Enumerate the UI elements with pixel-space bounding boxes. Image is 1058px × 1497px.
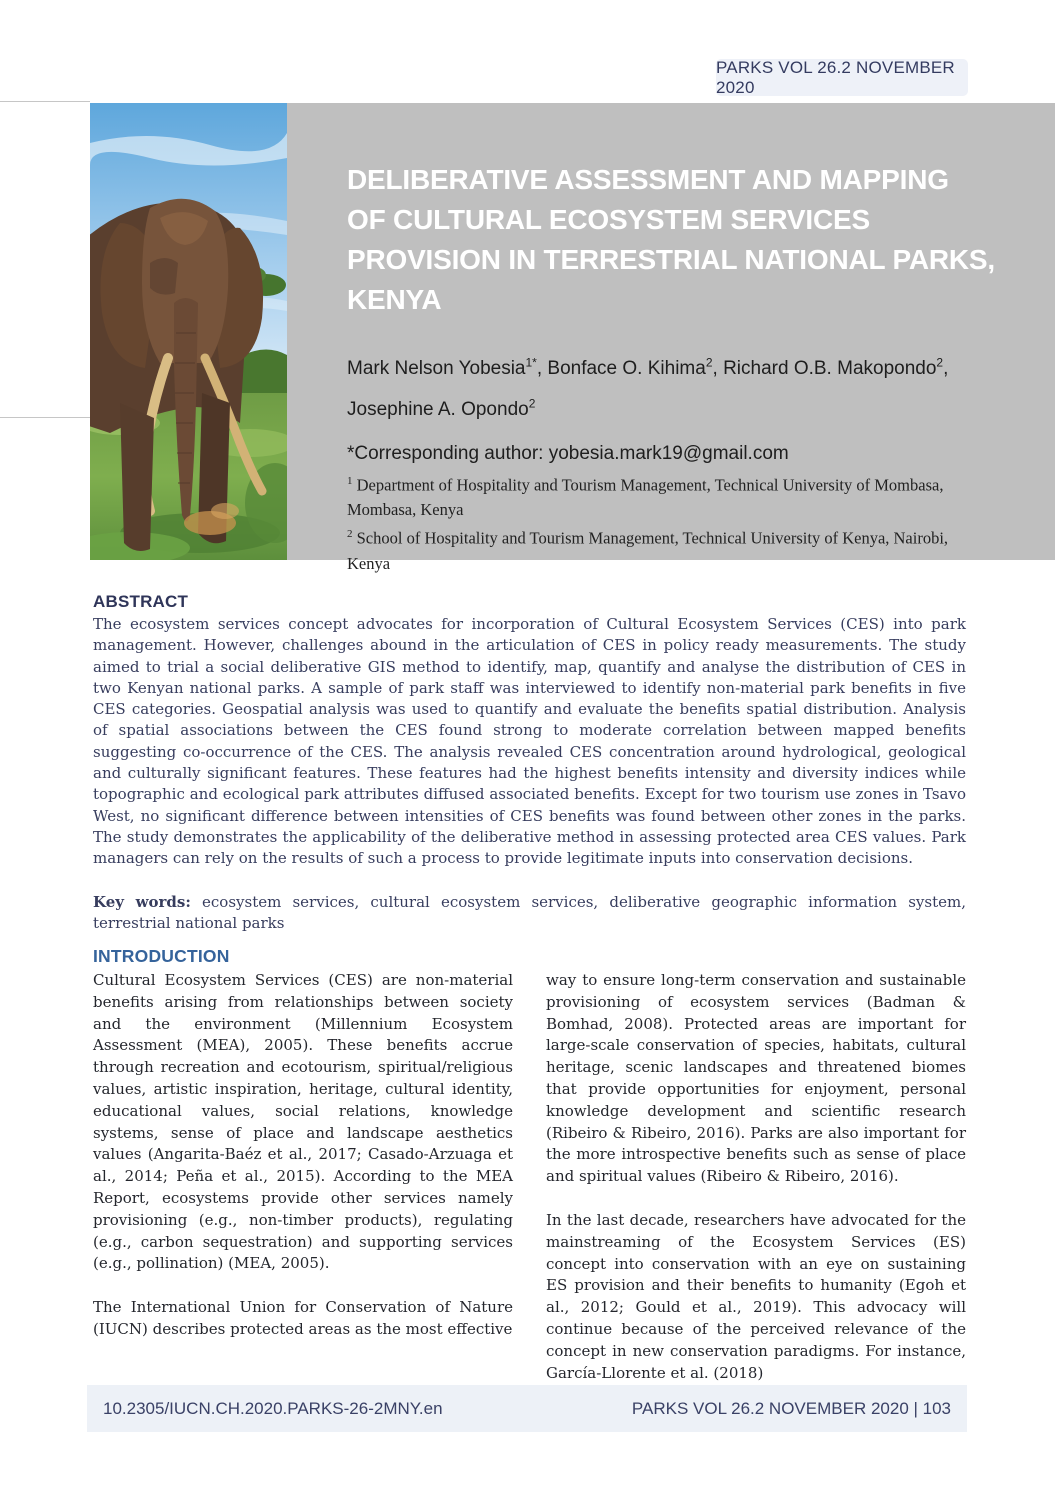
corresponding-author-line: *Corresponding author: yobesia.mark19@gmail.com [347,442,789,464]
author-1-affiliation-mark: 1* [525,356,537,370]
intro-left-paragraph-2: The International Union for Conservation of Nature (IUCN) describes protected areas as the most effective [93,1298,513,1338]
affiliation-1: $^1$ Department of Hospitality and Tourism Management, Technical University of Mombasa, Mombasa, Kenya [347,474,944,520]
elephant-photo [90,103,287,560]
author-2-affiliation-mark: 2 [705,356,713,370]
keywords-label: Key words: [93,892,191,911]
introduction-section [93,946,966,1406]
paper-title-line-2: OF CULTURAL ECOSYSTEM SERVICES [347,204,870,235]
intro-right-paragraph-1: way to ensure long-term conservation and sustainable provisioning of ecosystem services (Badman & Bomhad, 2008). Protected areas are important for large-scale conservation of species, habitats, cultural heritage, scenic landscapes and threatened biomes that provide opportunities for enjoyment, personal knowledge development and scientific research (Ribeiro & Ribeiro, 2016). Parks are also important for the more introspective benefits such as sense of place and spiritual values (Ribeiro & Ribeiro, 2016). [546,971,966,1186]
left-margin-rule-bottom [0,417,90,418]
paper-title-line-1: DELIBERATIVE ASSESSMENT AND MAPPING [347,164,949,195]
introduction-right-column [546,970,966,1406]
author-list [347,346,967,427]
affiliation-2: $^2$ School of Hospitality and Tourism Management, Technical University of Kenya, Nairobi, Kenya [347,528,949,573]
author-2: Bonface O. Kihima$^2$, [547,356,724,380]
issue-page-number: PARKS VOL 26.2 NOVEMBER 2020 | 103 [631,1398,951,1418]
abstract-heading: ABSTRACT [93,592,189,611]
intro-left-paragraph-1: Cultural Ecosystem Services (CES) are non-material benefits arising from relationships between society and the environment (Millennium Ecosystem Assessment (MEA), 2005). These benefits accrue through recreation and ecotourism, spiritual/religious values, artistic inspiration, heritage, cultural identity, educational values, social relations, knowledge systems, sense of place and landscape aesthetics values (Angarita-Baéz et al., 2017; Casado-Arzuaga et al., 2014; Peña et al., 2015). According to the MEA Report, ecosystems provide other services namely provisioning (e.g., non-timber products), regulating (e.g., carbon sequestration) and supporting services (e.g., pollination) (MEA, 2005). [93,971,513,1273]
keywords-text: ecosystem services, cultural ecosystem services, deliberative geographic information system, terrestrial national parks [93,892,966,932]
author-3: Richard O.B. Makopondo$^2$, [723,356,949,380]
introduction-heading: INTRODUCTION [93,946,230,966]
author-3-affiliation-mark: 2 [936,356,944,370]
abstract-section [93,592,966,934]
intro-right-paragraph-2: In the last decade, researchers have advocated for the mainstreaming of the Ecosystem Services (ES) concept into conservation with an eye on sustaining ES provision and their benefits to humanity (Egoh et al., 2012; Gould et al., 2019). This advocacy will continue because of the perceived relevance of the concept in new conservation paradigms. For instance, García-Llorente et al. (2018) [546,1210,966,1382]
left-margin-rule-top [0,101,90,102]
paper-title-line-4: KENYA [347,284,442,315]
author-1: Mark Nelson Yobesia$^{1*}$, [347,356,548,380]
journal-issue-badge [716,59,968,96]
paper-title-line-3: PROVISION IN TERRESTRIAL NATIONAL PARKS, [347,244,995,275]
introduction-left-column [93,970,513,1406]
page-footer [87,1385,967,1432]
author-4: Josephine A. Opondo$^2$ [347,396,536,420]
abstract-body: The ecosystem services concept advocates for incorporation of Cultural Ecosystem Services (CES) into park management. However, challenges abound in the articulation of CES in policy ready measurements. The study aimed to trial a social deliberative GIS method to identify, map, quantify and analyse the distribution of CES in two Kenyan national parks. A sample of park staff was interviewed to identify non-material park benefits in five CES categories. Geospatial analysis was used to quantify and evaluate the benefits spatial distribution. Analysis of spatial associations between the CES found strong to moderate correlation between mapped benefits suggesting co-occurrence of the CES. The analysis revealed CES concentration around hydrological, geological and culturally significant features. These features had the highest benefits intensity and diversity indices while topographic and ecological park attributes diffused associated benefits. Except for two tourism use zones in Tsavo West, no significant difference between intensities of CES benefits was found between other zones in the parks. The study demonstrates the applicability of the deliberative method in assessing protected area CES values. Park managers can rely on the results of such a process to provide legitimate inputs into conservation decisions. [93,615,966,868]
hero-content [347,160,997,576]
introduction-columns [93,970,966,1406]
affiliations [347,469,987,576]
keywords-line [93,892,966,935]
hero-banner [90,103,1055,573]
author-4-affiliation-mark: 2 [528,396,536,411]
journal-issue-label: PARKS VOL 26.2 NOVEMBER 2020 [716,57,955,97]
doi-text: 10.2305/IUCN.CH.2020.PARKS-26-2MNY.en [103,1398,443,1418]
elephant-photo-illustration [90,103,287,560]
